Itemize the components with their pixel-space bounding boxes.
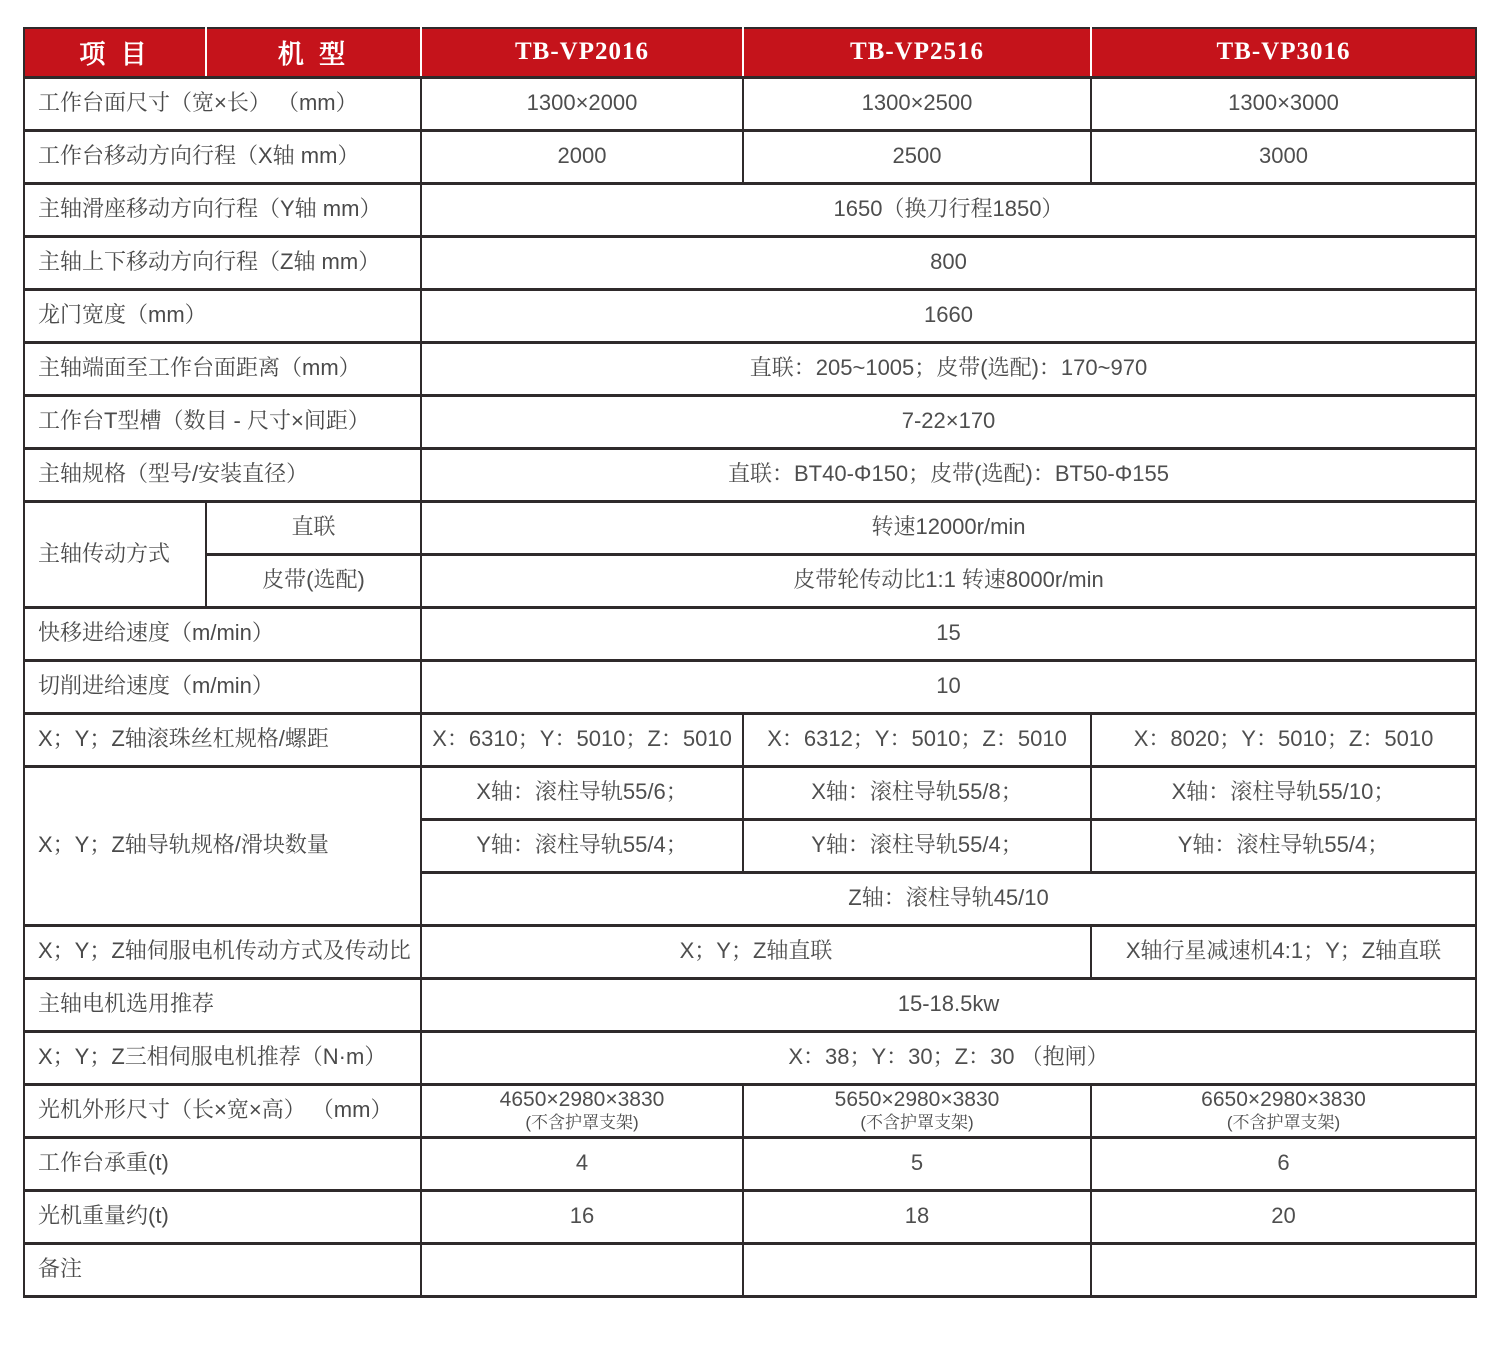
value-cell: X轴：滚柱导轨55/10； — [1091, 766, 1476, 819]
value-cell-span: Z轴：滚柱导轨45/10 — [421, 872, 1476, 925]
value-cell: X：6310；Y：5010；Z：5010 — [421, 713, 743, 766]
row-x-travel — [24, 130, 1476, 183]
row-dimensions — [24, 1084, 1476, 1137]
value-cell: Y轴：滚柱导轨55/4； — [1091, 819, 1476, 872]
value-cell-span: 直联：BT40-Φ150；皮带(选配)：BT50-Φ155 — [421, 448, 1476, 501]
value-cell-span: X；Y；Z轴直联 — [421, 925, 1091, 978]
row-label: 光机外形尺寸（长×宽×高） （mm） — [24, 1084, 421, 1137]
row-ballscrew — [24, 713, 1476, 766]
row-gantry-width — [24, 289, 1476, 342]
row-label: 主轴传动方式 — [24, 501, 206, 607]
value-cell-span: 直联：205~1005；皮带(选配)：170~970 — [421, 342, 1476, 395]
value-cell — [421, 1084, 743, 1137]
row-label: 主轴电机选用推荐 — [24, 978, 421, 1031]
value-cell-span: 转速12000r/min — [421, 501, 1476, 554]
row-servo-drive — [24, 925, 1476, 978]
value-cell — [743, 1243, 1091, 1296]
value-cell: Y轴：滚柱导轨55/4； — [421, 819, 743, 872]
row-t-slot — [24, 395, 1476, 448]
header-item-label: 项 目 — [24, 28, 206, 77]
value-cell — [1091, 1084, 1476, 1137]
value-cell: 6 — [1091, 1137, 1476, 1190]
row-remarks — [24, 1243, 1476, 1296]
sub-row-label: 直联 — [206, 501, 421, 554]
value-cell: 2500 — [743, 130, 1091, 183]
value-cell: 1300×2500 — [743, 77, 1091, 130]
value-cell-span: 15 — [421, 607, 1476, 660]
row-z-travel — [24, 236, 1476, 289]
row-label: X；Y；Z轴导轨规格/滑块数量 — [24, 766, 421, 925]
row-label: 工作台承重(t) — [24, 1137, 421, 1190]
header-model-1: TB-VP2016 — [421, 28, 743, 77]
header-model-2: TB-VP2516 — [743, 28, 1091, 77]
row-spindle-motor — [24, 978, 1476, 1031]
spec-table — [23, 27, 1477, 1298]
dimension-note: (不含护罩支架) — [1226, 1113, 1341, 1133]
value-cell: 18 — [743, 1190, 1091, 1243]
dimension-size: 6650×2980×3830 — [1201, 1088, 1366, 1112]
value-cell-span: 800 — [421, 236, 1476, 289]
row-label: 光机重量约(t) — [24, 1190, 421, 1243]
header-row — [24, 28, 1476, 77]
row-y-travel — [24, 183, 1476, 236]
row-label: 龙门宽度（mm） — [24, 289, 421, 342]
row-spindle-drive-belt — [24, 554, 1476, 607]
row-label: 主轴端面至工作台面距离（mm） — [24, 342, 421, 395]
row-label: 主轴上下移动方向行程（Z轴 mm） — [24, 236, 421, 289]
dimension-note: (不含护罩支架) — [860, 1113, 974, 1133]
row-table-load — [24, 1137, 1476, 1190]
row-machine-weight — [24, 1190, 1476, 1243]
value-cell: X轴行星减速机4:1；Y；Z轴直联 — [1091, 925, 1476, 978]
value-cell: X：6312；Y：5010；Z：5010 — [743, 713, 1091, 766]
value-cell-span: 10 — [421, 660, 1476, 713]
value-cell-span: 1650（换刀行程1850） — [421, 183, 1476, 236]
row-label: 快移进给速度（m/min） — [24, 607, 421, 660]
row-spindle-spec — [24, 448, 1476, 501]
value-cell: X轴：滚柱导轨55/8； — [743, 766, 1091, 819]
row-rapid-feed — [24, 607, 1476, 660]
row-label: X；Y；Z三相伺服电机推荐（N·m） — [24, 1031, 421, 1084]
row-label: 主轴滑座移动方向行程（Y轴 mm） — [24, 183, 421, 236]
row-label: X；Y；Z轴伺服电机传动方式及传动比 — [24, 925, 421, 978]
value-cell: X轴：滚柱导轨55/6； — [421, 766, 743, 819]
row-servo-motor — [24, 1031, 1476, 1084]
value-cell: 20 — [1091, 1190, 1476, 1243]
row-label: 工作台面尺寸（宽×长） （mm） — [24, 77, 421, 130]
dimension-note: (不含护罩支架) — [525, 1113, 639, 1133]
value-cell: 16 — [421, 1190, 743, 1243]
value-cell-span: 1660 — [421, 289, 1476, 342]
value-cell: 4 — [421, 1137, 743, 1190]
value-cell — [743, 1084, 1091, 1137]
row-label: 主轴规格（型号/安装直径） — [24, 448, 421, 501]
row-spindle-drive-direct — [24, 501, 1476, 554]
value-cell: X：8020；Y：5010；Z：5010 — [1091, 713, 1476, 766]
row-worktable-size — [24, 77, 1476, 130]
value-cell-span: 15-18.5kw — [421, 978, 1476, 1031]
row-label: 工作台移动方向行程（X轴 mm） — [24, 130, 421, 183]
value-cell: 1300×2000 — [421, 77, 743, 130]
row-label: 备注 — [24, 1243, 421, 1296]
row-label: 切削进给速度（m/min） — [24, 660, 421, 713]
row-label: 工作台T型槽（数目 - 尺寸×间距） — [24, 395, 421, 448]
header-model-3: TB-VP3016 — [1091, 28, 1476, 77]
value-cell: 3000 — [1091, 130, 1476, 183]
row-guideway-x — [24, 766, 1476, 819]
row-label: X；Y；Z轴滚珠丝杠规格/螺距 — [24, 713, 421, 766]
row-spindle-to-table — [24, 342, 1476, 395]
sub-row-label: 皮带(选配) — [206, 554, 421, 607]
value-cell-span: X：38；Y：30；Z：30 （抱闸） — [421, 1031, 1476, 1084]
value-cell-span: 皮带轮传动比1:1 转速8000r/min — [421, 554, 1476, 607]
value-cell — [421, 1243, 743, 1296]
header-model-label: 机 型 — [206, 28, 421, 77]
row-cutting-feed — [24, 660, 1476, 713]
value-cell: 1300×3000 — [1091, 77, 1476, 130]
value-cell — [1091, 1243, 1476, 1296]
value-cell: Y轴：滚柱导轨55/4； — [743, 819, 1091, 872]
dimension-size: 4650×2980×3830 — [499, 1088, 665, 1112]
dimension-size: 5650×2980×3830 — [834, 1088, 1000, 1112]
value-cell: 2000 — [421, 130, 743, 183]
value-cell: 5 — [743, 1137, 1091, 1190]
value-cell-span: 7-22×170 — [421, 395, 1476, 448]
